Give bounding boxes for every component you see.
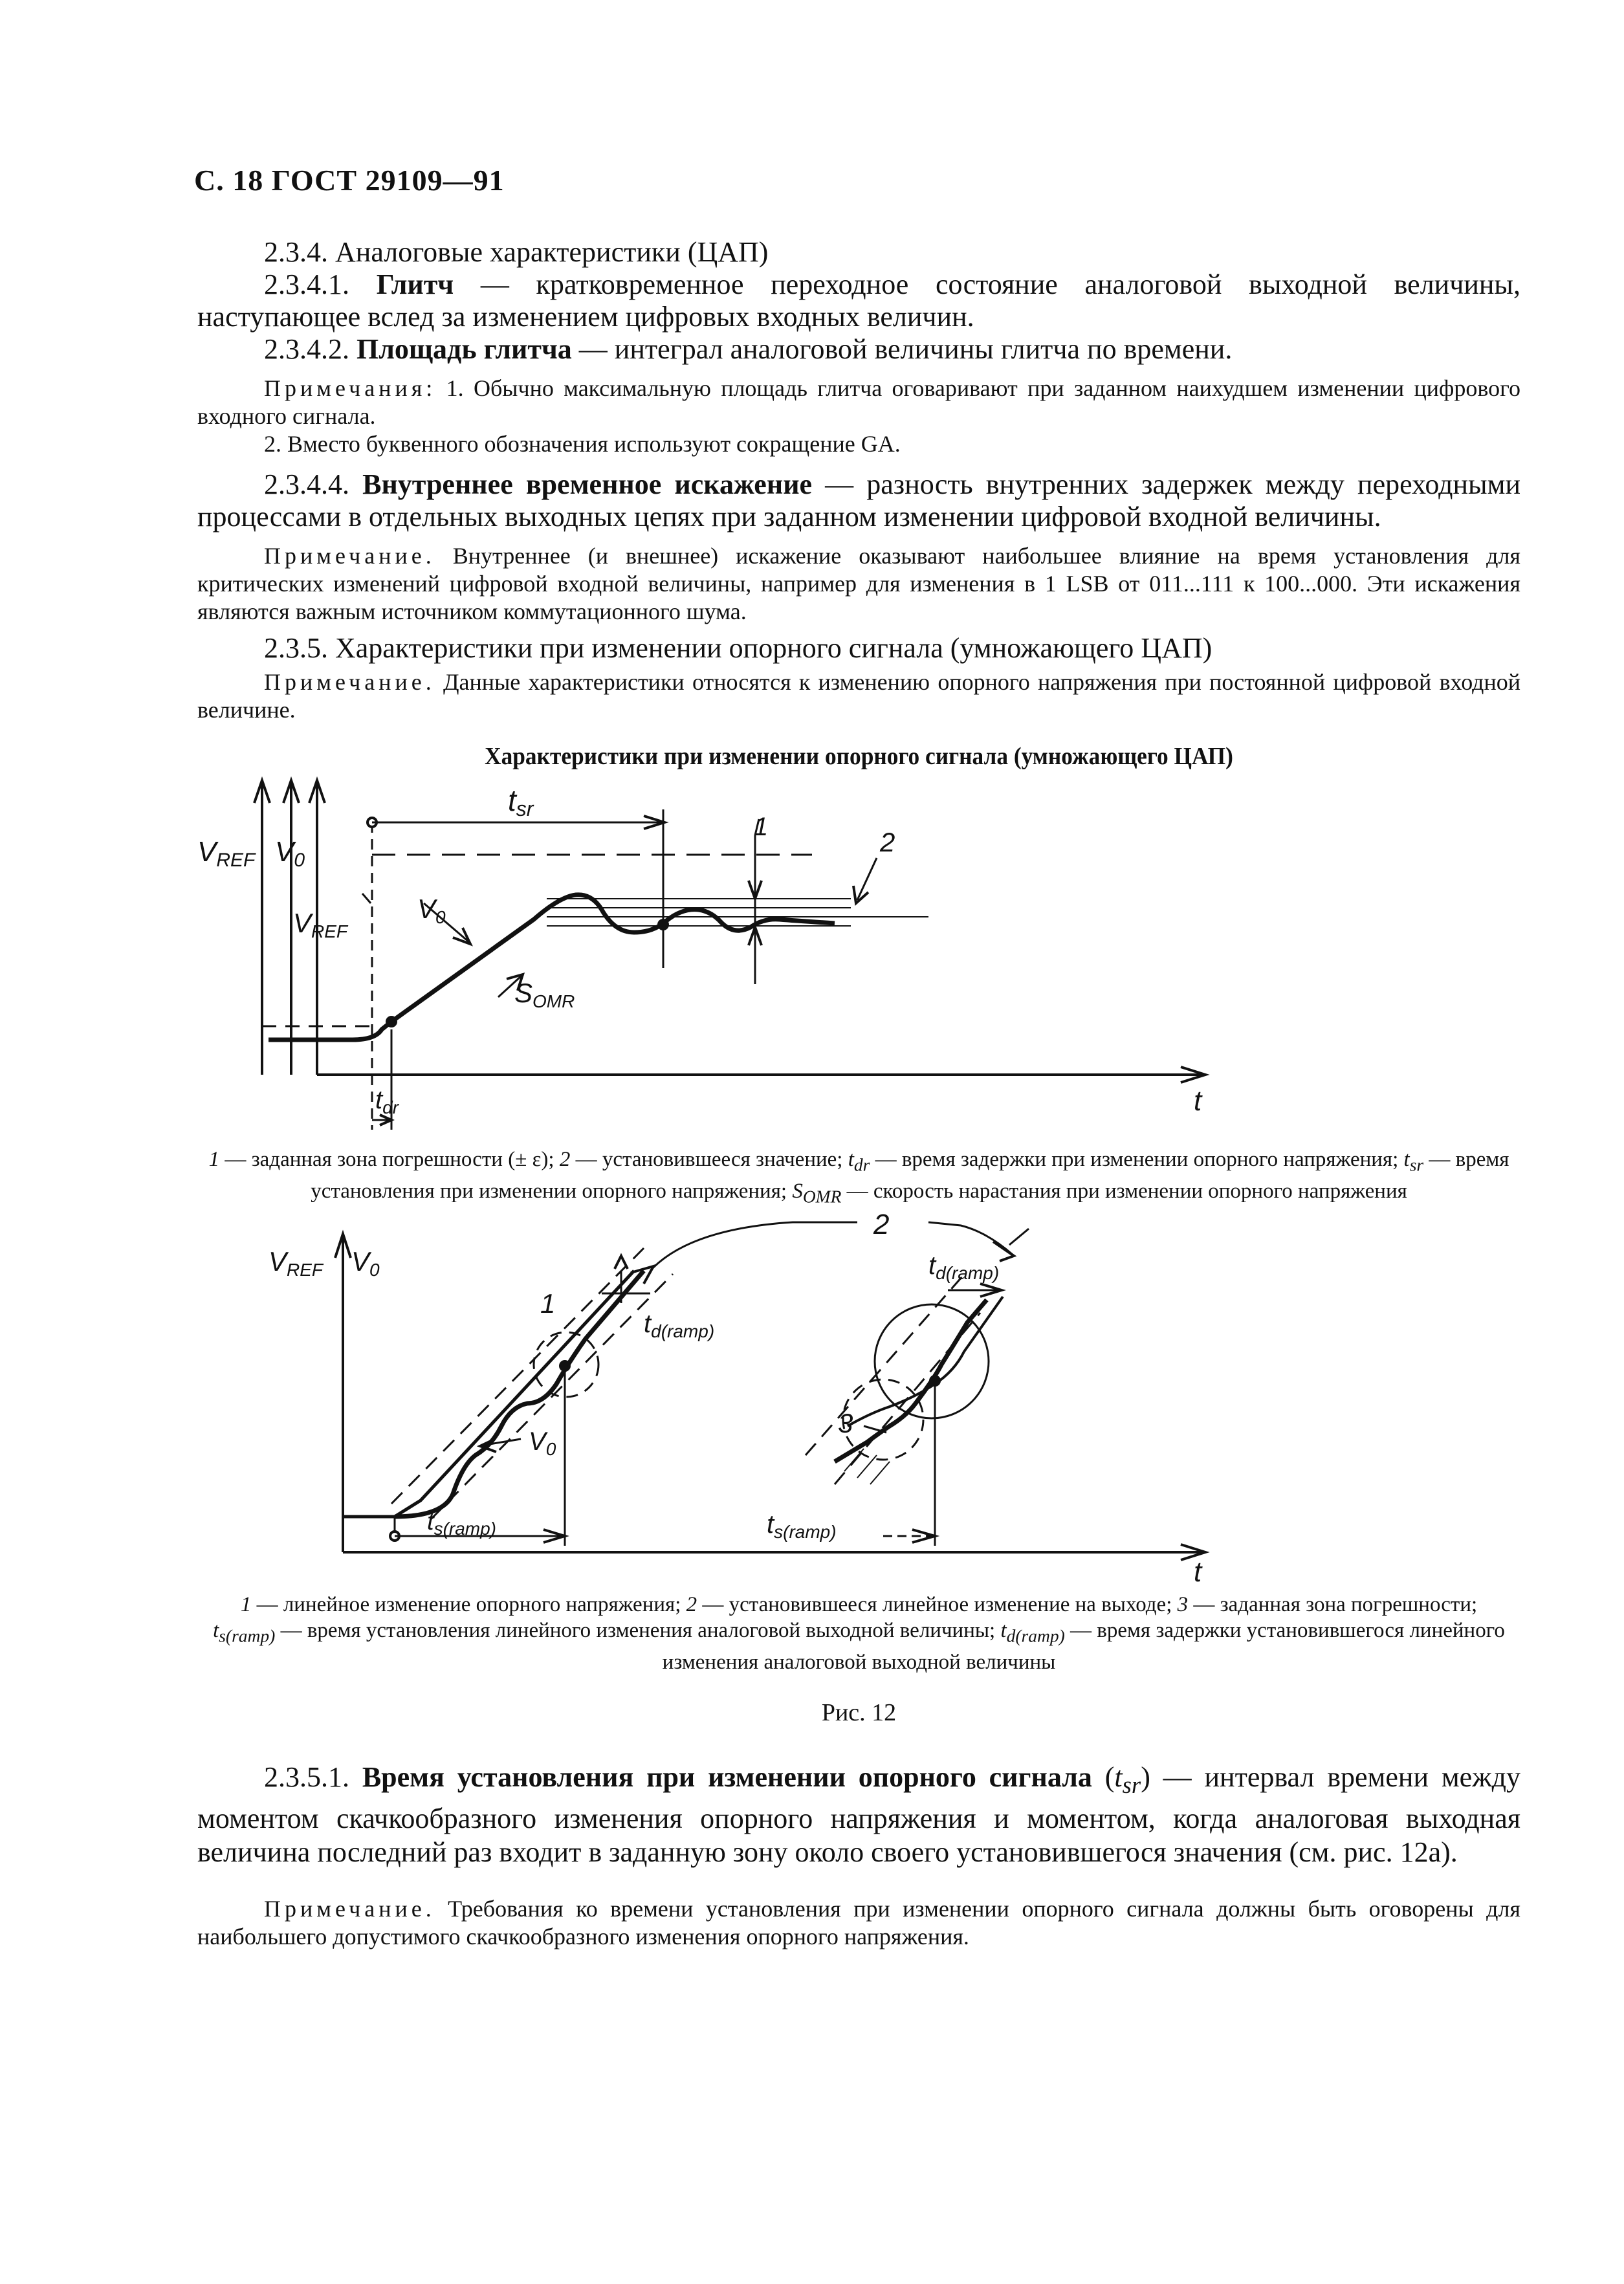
symbol-sub: sr <box>1122 1771 1141 1798</box>
legend-12a <box>197 1147 1520 1209</box>
legend-text: — заданная зона погрешности; <box>1188 1593 1478 1617</box>
vo-label: V0 <box>417 894 446 927</box>
label2-leader-right <box>928 1222 1013 1255</box>
legend-symbol: S <box>792 1179 803 1203</box>
legend-num: 1 <box>208 1148 220 1171</box>
clause-number: 2.3.4.2. <box>264 333 349 365</box>
note-label: Примечание. <box>264 1895 435 1922</box>
legend-text: — скорость нарастания при изменении опорного напряжения <box>841 1179 1407 1203</box>
tsramp1-label: $t_{s(ramp)}$ <box>427 1508 497 1539</box>
vo-axis-label: V0 <box>275 836 305 871</box>
legend-symbol-sub: dr <box>853 1154 870 1175</box>
legend-text: — время установления при изменении опорного напряжения; <box>311 1148 1509 1203</box>
note-2 <box>197 542 1520 626</box>
note-label: Примечания: <box>264 375 437 401</box>
page-header: С. 18 ГОСТ 29109—91 <box>194 164 505 197</box>
legend-symbol-sub: d(ramp) <box>1006 1625 1065 1646</box>
ramp-reference-2 <box>848 1297 1003 1426</box>
label-1: 1 <box>754 813 769 841</box>
input-ramp-line <box>343 1271 634 1517</box>
symbol-close: ) <box>1141 1761 1150 1793</box>
label-2: 2 <box>880 827 895 857</box>
tdramp1-label: $t_{d(ramp)}$ <box>644 1310 715 1342</box>
symbol-open: ( <box>1092 1761 1115 1793</box>
legend-text: — установившееся значение; <box>570 1148 843 1171</box>
term-glitch: Глитч <box>376 269 454 300</box>
tsramp2-label: $t_{s(ramp)}$ <box>767 1510 837 1543</box>
definition: — кратковременное переходное состояние аналоговой выходной величины, наступающее вслед за изменением цифровых входных величин. <box>197 269 1520 333</box>
legend-text: — время задержки при изменении опорного напряжения; <box>870 1148 1399 1171</box>
legend-12b <box>197 1592 1520 1675</box>
clause-2-3-4-4 <box>197 468 1520 533</box>
note-text: Внутреннее (и внешнее) искажение оказывают наибольшее влияние на время установления для критических изменений цифровой входной величины, например для изменения в 1 LSB от 011...111 к 100...000. Эти искажения являются важным источником коммутационного шума. <box>197 543 1520 624</box>
clause-2-3-4-1 <box>197 269 1520 333</box>
legend-num: 2 <box>686 1593 697 1617</box>
output-curve-2 <box>835 1300 987 1462</box>
symbol: t <box>1114 1761 1123 1793</box>
t-axis-label: t <box>1194 1556 1202 1585</box>
note-3 <box>197 668 1520 724</box>
definition: — интервал времени между моментом скачкообразного изменения опорного напряжения и моментом, когда аналоговая выходная величина последний раз входит в заданную зону около своего установившегося значения (см. рис. 12а). <box>197 1761 1520 1868</box>
note-text: Данные характеристики относятся к изменению опорного напряжения при постоянной цифровой входной величине. <box>197 669 1520 723</box>
vo-axis-label: V0 <box>351 1246 380 1280</box>
vref-axis-label: VREF <box>197 836 256 871</box>
note-label: Примечание. <box>264 669 435 695</box>
label2-leader-left <box>650 1222 857 1271</box>
note-1 <box>197 375 1520 430</box>
vref-label: VREF <box>293 908 348 941</box>
legend-text: — линейное изменение опорного напряжения; <box>251 1593 681 1617</box>
term-glitch-area: Площадь глитча <box>357 333 572 365</box>
definition: — интеграл аналоговой величины глитча по времени. <box>571 333 1233 365</box>
somr-label: SOMR <box>514 978 575 1011</box>
legend-text: — установившееся линейное изменение на выходе; <box>697 1593 1172 1617</box>
legend-symbol-sub: OMR <box>802 1186 842 1207</box>
legend-symbol-sub: sr <box>1409 1154 1424 1175</box>
note-1-item-2: 2. Вместо буквенного обозначения используют сокращение GA. <box>264 431 901 457</box>
label-3: 3 <box>838 1408 853 1439</box>
legend-text: — время задержки установившегося линейного изменения аналоговой выходной величины <box>662 1619 1505 1674</box>
tolerance-circle-2 <box>875 1304 989 1418</box>
figure-number: Рис. 12 <box>821 1698 897 1726</box>
clause-number: 2.3.4.1. <box>264 269 349 300</box>
ramp1-upper-tolerance <box>391 1248 644 1504</box>
ramp-diagram <box>197 1209 1520 1585</box>
section-2-3-5: 2.3.5. Характеристики при изменении опорного сигнала (умножающего ЦАП) <box>264 632 1213 664</box>
clause-2-3-5-1 <box>197 1761 1520 1869</box>
figure-title: Характеристики при изменении опорного сигнала (умножающего ЦАП) <box>485 743 1233 770</box>
clause-number: 2.3.4.4. <box>264 468 349 500</box>
legend-symbol-sub: s(ramp) <box>219 1625 276 1646</box>
tdramp1-arrow-icon <box>615 1256 628 1269</box>
clause-2-3-4-2 <box>197 333 1520 366</box>
legend-text: — заданная зона погрешности (± ε); <box>219 1148 554 1171</box>
vo-label: $V_0$ <box>529 1427 556 1460</box>
note-text: Требования ко времени установления при изменении опорного сигнала должны быть оговорены для наибольшего допустимого скачкообразного изменения опорного напряжения. <box>197 1895 1520 1949</box>
legend-symbol: t <box>1000 1619 1007 1643</box>
section-2-3-4: 2.3.4. Аналоговые характеристики (ЦАП) <box>264 236 769 268</box>
legend-symbol: t <box>848 1148 854 1171</box>
label-1: 1 <box>540 1288 556 1319</box>
tdr-label: $t_{dr}$ <box>375 1086 399 1117</box>
legend-num: 2 <box>559 1148 571 1171</box>
definition: — разность внутренних задержек между переходными процессами в отдельных выходных цепях при заданном изменении цифровой входной величины. <box>197 468 1520 533</box>
tdr-point-marker <box>387 1017 396 1026</box>
t-axis-label: t <box>1194 1085 1202 1117</box>
tdramp2-label: $t_{d(ramp)}$ <box>928 1251 1000 1284</box>
legend-num: 3 <box>1177 1593 1189 1617</box>
reference-step-diagram <box>197 771 1520 1139</box>
label-2: 2 <box>873 1209 890 1241</box>
term-internal-skew: Внутреннее временное искажение <box>362 468 813 500</box>
legend-symbol: t <box>1403 1148 1410 1171</box>
term-settling-time: Время установления при изменении опорного сигнала <box>362 1761 1092 1793</box>
note-label: Примечание. <box>264 543 435 569</box>
note-text: 1. Обычно максимальную площадь глитча оговаривают при заданном наихудшем изменении цифрового входного сигнала. <box>197 375 1520 429</box>
page-content <box>197 236 1520 1951</box>
legend-symbol: t <box>213 1619 219 1643</box>
tsr-point-marker <box>659 920 668 929</box>
figure-12a <box>197 771 1520 1147</box>
tsr-label: tsr <box>508 784 534 820</box>
legend-num: 1 <box>240 1593 252 1617</box>
clause-number: 2.3.5.1. <box>264 1761 349 1793</box>
legend-text: — время установления линейного изменения аналоговой выходной величины; <box>275 1619 996 1643</box>
figure-12b <box>197 1209 1520 1592</box>
note-4 <box>197 1895 1520 1951</box>
vref-axis-label: VREF <box>269 1246 324 1280</box>
